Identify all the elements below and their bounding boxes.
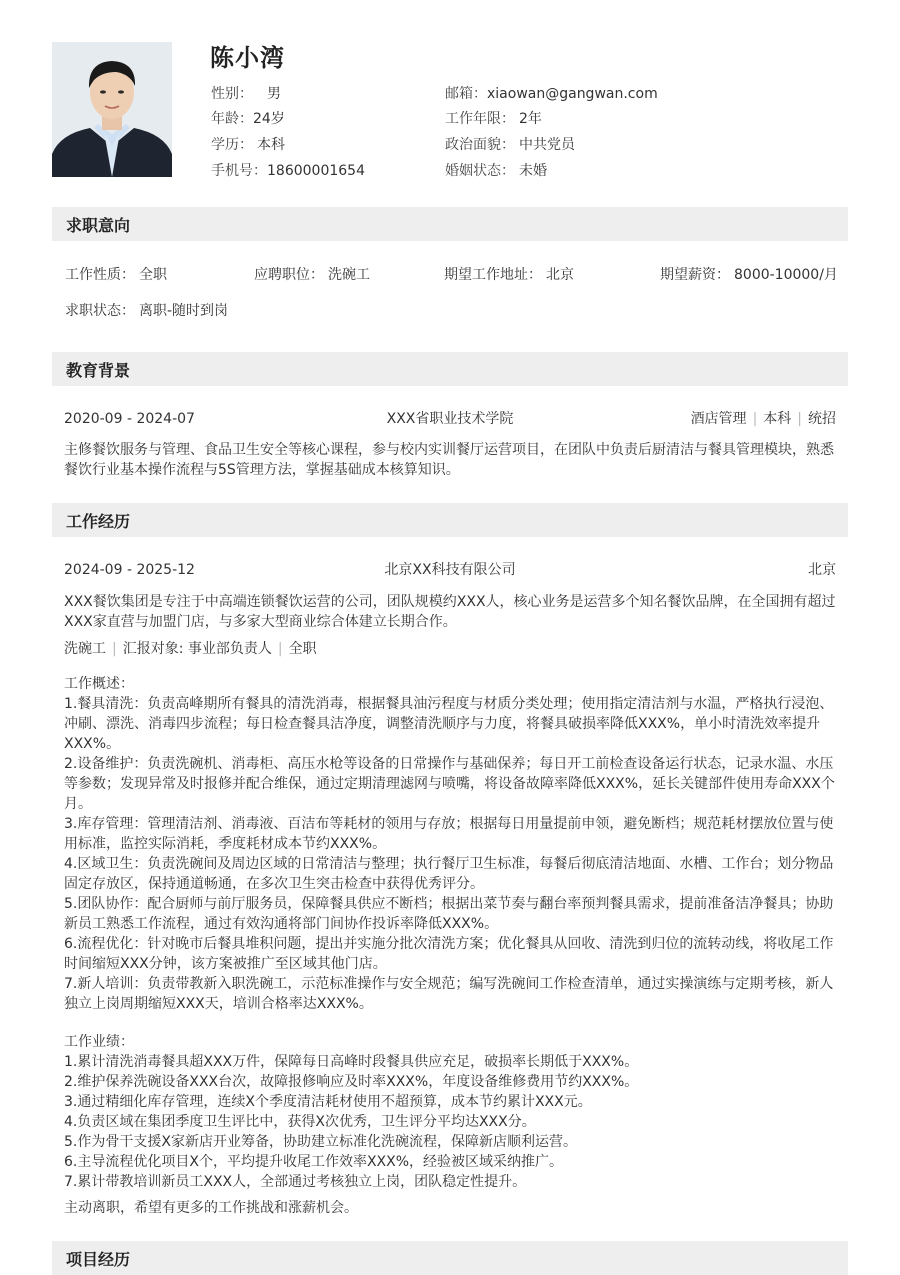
section-header-education <box>52 352 848 386</box>
work-achievements-title: 工作业绩： <box>64 1034 134 1050</box>
section-header-projects <box>52 1241 848 1275</box>
work-leave-reason: 主动离职，希望有更多的工作挑战和涨薪机会。 <box>64 1200 358 1216</box>
list-item: 6.流程优化：针对晚市后餐具堆积问题，提出并实施分批次清洗方案；优化餐具从回收、清洗到归位的流转动线，将收尾工作时间缩短XXX分钟，该方案被推广至区域其他门店。 <box>64 936 834 972</box>
info-political-status <box>445 135 575 155</box>
work-company-description: XXX餐饮集团是专注于中高端连锁餐饮运营的公司，团队规模约XXX人，核心业务是运营多个知名餐饮品牌，在全国拥有超过XXX家直营与加盟门店，与多家大型商业综合体建立长期合作。 <box>64 594 836 630</box>
info-label: 工作年限： <box>445 111 515 127</box>
work-overview-list <box>64 694 840 1014</box>
intent-job-type <box>65 265 167 285</box>
info-label: 手机号： <box>211 163 267 179</box>
section-title: 工作经历 <box>66 512 131 531</box>
info-label: 学历： <box>211 137 253 153</box>
intent-value: 北京 <box>546 267 574 283</box>
intent-label: 期望薪资： <box>660 267 730 283</box>
info-value: 本科 <box>257 137 285 153</box>
section-header-job-intent <box>52 207 848 241</box>
divider: | <box>797 411 802 427</box>
list-item: 1.累计清洗消毒餐具超XXX万件，保障每日高峰时段餐具供应充足，破损率长期低于XXX%。 <box>64 1054 639 1070</box>
intent-value: 8000-10000/月 <box>734 267 838 283</box>
education-description: 主修餐饮服务与管理、食品卫生安全等核心课程，参与校内实训餐厅运营项目，在团队中负责后厨清洁与餐具管理模块，熟悉餐饮行业基本操作流程与5S管理方法，掌握基础成本核算知识。 <box>64 442 834 478</box>
info-education <box>211 135 285 155</box>
section-header-work-experience <box>52 503 848 537</box>
list-item: 6.主导流程优化项目X个，平均提升收尾工作效率XXX%，经验被区域采纳推广。 <box>64 1154 564 1170</box>
info-label: 年龄： <box>211 111 253 127</box>
education-degree: 本科 <box>763 411 792 427</box>
work-achievements <box>64 1032 840 1192</box>
intent-salary <box>660 265 838 285</box>
info-label: 婚姻状态： <box>445 163 515 179</box>
info-value: xiaowan@gangwan.com <box>487 86 658 102</box>
candidate-name: 陈小湾 <box>210 44 285 72</box>
divider: | <box>277 641 283 657</box>
work-tag: 全职 <box>288 641 317 657</box>
work-overview-title: 工作概述： <box>64 676 134 692</box>
person-photo-illustration <box>52 42 172 177</box>
info-marital-status <box>445 161 547 181</box>
list-item: 7.新人培训：负责带教新入职洗碗工，示范标准操作与安全规范；编写洗碗间工作检查清单，通过实操演练与定期考核，新人独立上岗周期缩短XXX天，培训合格率达XXX%。 <box>64 976 834 1012</box>
list-item: 5.作为骨干支援X家新店开业筹备，协助建立标准化洗碗流程，保障新店顺利运营。 <box>64 1134 577 1150</box>
list-item: 4.区域卫生：负责洗碗间及周边区域的日常清洁与整理；执行餐厅卫生标准，每餐后彻底清洁地面、水槽、工作台；划分物品固定存放区，保持通道畅通，在多次卫生突击检查中获得优秀评分。 <box>64 856 834 892</box>
list-item: 2.维护保养洗碗设备XXX台次，故障报修响应及时率XXX%，年度设备维修费用节约XXX%。 <box>64 1074 639 1090</box>
intent-position <box>254 265 370 285</box>
work-achievements-list <box>64 1052 840 1192</box>
info-phone <box>211 161 365 181</box>
education-meta <box>691 409 836 429</box>
work-tag: 汇报对象: 事业部负责人 <box>122 641 272 657</box>
info-age <box>211 109 285 129</box>
work-city: 北京 <box>808 562 836 578</box>
intent-label: 工作性质： <box>65 267 135 283</box>
info-value: 24岁 <box>253 111 285 127</box>
list-item: 3.库存管理：管理清洁剂、消毒液、百洁布等耗材的领用与存放；根据每日用量提前申领，避免断档；规范耗材摆放位置与使用标准，监控实际消耗，季度耗材成本节约XXX%。 <box>64 816 834 852</box>
info-label: 性别： <box>211 86 253 102</box>
section-title: 项目经历 <box>66 1250 131 1269</box>
list-item: 3.通过精细化库存管理，连续X个季度清洁耗材使用不超预算，成本节约累计XXX元。 <box>64 1094 592 1110</box>
work-overview <box>64 674 840 1014</box>
info-work-years <box>445 109 542 129</box>
education-period: 2020-09 - 2024-07 <box>64 411 195 427</box>
list-item: 2.设备维护：负责洗碗机、消毒柜、高压水枪等设备的日常操作与基础保养；每日开工前检查设备运行状态，记录水温、水压等参数；发现异常及时报修并配合维保，通过定期清理滤网与喷嘴，将设备故障率降低XXX%，延长关键部件使用寿命XXX个月。 <box>64 756 835 812</box>
info-value: 未婚 <box>519 163 547 179</box>
info-label: 政治面貌： <box>445 137 515 153</box>
list-item: 7.累计带教培训新员工XXX人，全部通过考核独立上岗，团队稳定性提升。 <box>64 1174 527 1190</box>
info-value: 男 <box>267 86 281 102</box>
intent-label: 期望工作地址： <box>444 267 542 283</box>
intent-value: 洗碗工 <box>328 267 370 283</box>
intent-label: 求职状态： <box>65 303 135 319</box>
divider: | <box>752 411 758 427</box>
education-major: 酒店管理 <box>690 411 747 427</box>
work-company: 北京XX科技有限公司 <box>384 562 516 578</box>
intent-value: 全职 <box>139 267 167 283</box>
education-school: XXX省职业技术学院 <box>386 411 514 427</box>
intent-status <box>65 301 228 321</box>
section-title: 教育背景 <box>66 361 131 380</box>
work-tag: 洗碗工 <box>64 641 106 657</box>
divider: | <box>112 641 117 657</box>
work-tags <box>64 639 317 659</box>
info-value: 2年 <box>519 111 542 127</box>
info-label: 邮箱： <box>445 86 487 102</box>
info-value: 中共党员 <box>519 137 575 153</box>
section-title: 求职意向 <box>66 216 131 235</box>
list-item: 4.负责区域在集团季度卫生评比中，获得X次优秀，卫生评分平均达XXX分。 <box>64 1114 536 1130</box>
education-type: 统招 <box>808 411 836 427</box>
intent-label: 应聘职位： <box>254 267 324 283</box>
list-item: 1.餐具清洗：负责高峰期所有餐具的清洗消毒，根据餐具油污程度与材质分类处理；使用指定清洁剂与水温，严格执行浸泡、冲刷、漂洗、消毒四步流程；每日检查餐具洁净度，调整清洗顺序与力度，将餐具破损率降低XXX%，单小时清洗效率提升XXX%。 <box>64 696 834 752</box>
info-gender <box>211 84 281 104</box>
info-value: 18600001654 <box>267 163 365 179</box>
info-email <box>445 84 658 104</box>
work-period: 2024-09 - 2025-12 <box>64 562 195 578</box>
intent-value: 离职-随时到岗 <box>139 303 229 319</box>
list-item: 5.团队协作：配合厨师与前厅服务员，保障餐具供应不断档；根据出菜节奏与翻台率预判餐具需求，提前准备洁净餐具；协助新员工熟悉工作流程，通过有效沟通将部门间协作投诉率降低XXX%。 <box>64 896 834 932</box>
avatar-photo <box>52 42 172 177</box>
intent-location <box>444 265 574 285</box>
